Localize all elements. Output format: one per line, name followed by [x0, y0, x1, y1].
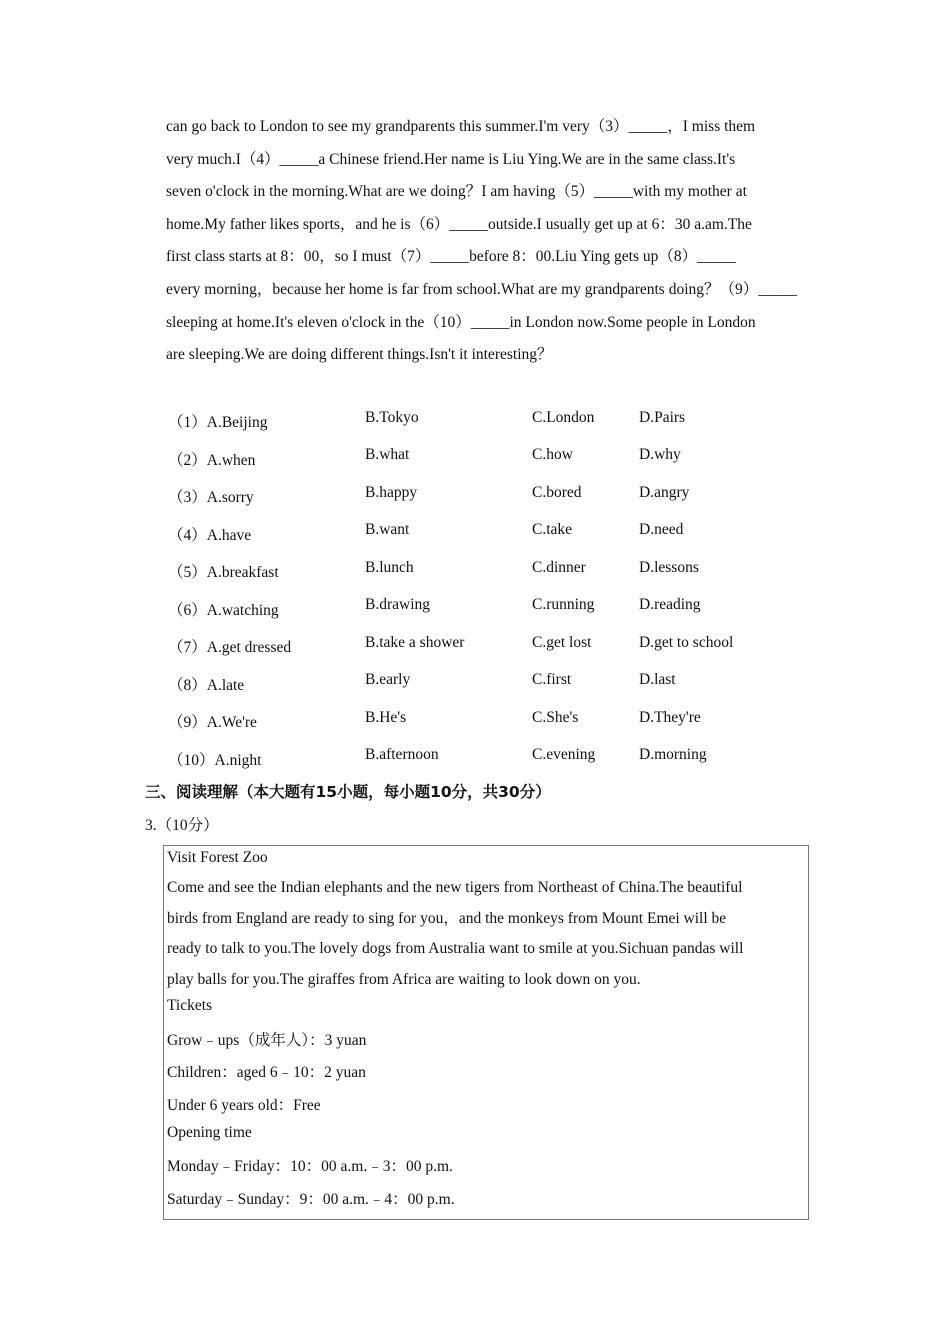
- option-c[interactable]: C.bored: [532, 484, 582, 501]
- option-c[interactable]: C.get lost: [532, 634, 592, 651]
- zoo-title: Visit Forest Zoo: [167, 849, 268, 866]
- option-c[interactable]: C.how: [532, 446, 573, 463]
- option-c[interactable]: C.dinner: [532, 559, 586, 576]
- option-c[interactable]: C.first: [532, 671, 572, 688]
- option-d[interactable]: D.need: [639, 521, 684, 538]
- option-a[interactable]: （5）A.breakfast: [168, 564, 279, 581]
- option-c[interactable]: C.take: [532, 521, 573, 538]
- option-b[interactable]: B.He's: [365, 709, 407, 726]
- passage-line: can go back to London to see my grandparents this summer.I'm very（3）_____，I miss them: [166, 118, 756, 135]
- ticket-line: Children：aged 6﹣10：2 yuan: [167, 1064, 366, 1081]
- zoo-ad-box: [163, 845, 809, 1220]
- option-a[interactable]: （1）A.Beijing: [168, 414, 268, 431]
- option-c[interactable]: C.London: [532, 409, 595, 426]
- option-a[interactable]: （3）A.sorry: [168, 489, 254, 506]
- option-a[interactable]: （7）A.get dressed: [168, 639, 292, 656]
- cloze-passage: [166, 111, 806, 372]
- option-d[interactable]: D.why: [639, 446, 681, 463]
- option-a[interactable]: （4）A.have: [168, 527, 252, 544]
- passage-line: are sleeping.We are doing different things.Isn't it interesting？: [166, 346, 553, 364]
- ticket-line: Under 6 years old：Free: [167, 1097, 321, 1114]
- opening-line: Saturday﹣Sunday：9：00 a.m.﹣4：00 p.m.: [167, 1191, 455, 1208]
- option-d[interactable]: D.lessons: [639, 559, 699, 576]
- option-a[interactable]: （6）A.watching: [168, 602, 279, 619]
- option-d[interactable]: D.They're: [639, 709, 701, 726]
- zoo-body-line: Come and see the Indian elephants and the new tigers from Northeast of China.The beautiful: [167, 879, 743, 896]
- passage-line: very much.I（4）_____a Chinese friend.Her name is Liu Ying.We are in the same class.It's: [166, 150, 736, 168]
- option-b[interactable]: B.what: [365, 446, 410, 463]
- passage-line: sleeping at home.It's eleven o'clock in the（10）_____in London now.Some people in London: [166, 313, 756, 331]
- option-c[interactable]: C.running: [532, 596, 595, 613]
- ticket-line: Grow﹣ups（成年人）：3 yuan: [167, 1032, 367, 1049]
- passage-line: every morning，because her home is far from school.What are my grandparents doing？（9）_____: [166, 280, 798, 298]
- option-d[interactable]: D.get to school: [639, 634, 734, 651]
- zoo-body-line: ready to talk to you.The lovely dogs from Australia want to smile at you.Sichuan pandas will: [167, 940, 744, 957]
- option-b[interactable]: B.Tokyo: [365, 409, 419, 426]
- option-b[interactable]: B.lunch: [365, 559, 414, 576]
- tickets-heading: Tickets: [167, 997, 213, 1014]
- option-d[interactable]: D.reading: [639, 596, 701, 613]
- option-c[interactable]: C.She's: [532, 709, 579, 726]
- option-a[interactable]: （2）A.when: [168, 452, 256, 469]
- zoo-description: [167, 873, 807, 995]
- passage-line: first class starts at 8：00，so I must（7）_____before 8：00.Liu Ying gets up（8）_____: [166, 248, 736, 266]
- option-b[interactable]: B.early: [365, 671, 411, 688]
- opening-heading: Opening time: [167, 1124, 252, 1141]
- passage-line: home.My father likes sports，and he is（6）_____outside.I usually get up at 6：30 a.am.The: [166, 215, 752, 233]
- option-a[interactable]: （10）A.night: [168, 752, 262, 769]
- option-a[interactable]: （8）A.late: [168, 677, 245, 694]
- option-d[interactable]: D.morning: [639, 746, 707, 763]
- option-b[interactable]: B.happy: [365, 484, 418, 501]
- question-number: 3.（10分）: [145, 817, 219, 834]
- zoo-body-line: birds from England are ready to sing for you，and the monkeys from Mount Emei will be: [167, 909, 727, 927]
- option-d[interactable]: D.angry: [639, 484, 690, 501]
- option-b[interactable]: B.want: [365, 521, 410, 538]
- option-d[interactable]: D.last: [639, 671, 676, 688]
- option-b[interactable]: B.drawing: [365, 596, 431, 613]
- option-c[interactable]: C.evening: [532, 746, 596, 763]
- option-d[interactable]: D.Pairs: [639, 409, 686, 426]
- section-title: 三、阅读理解（本大题有15小题，每小题10分，共30分）: [145, 783, 551, 801]
- option-b[interactable]: B.take a shower: [365, 634, 465, 651]
- opening-line: Monday﹣Friday：10：00 a.m.﹣3：00 p.m.: [167, 1158, 453, 1175]
- zoo-body-line: play balls for you.The giraffes from Africa are waiting to look down on you.: [167, 970, 641, 988]
- option-b[interactable]: B.afternoon: [365, 746, 439, 763]
- passage-line: seven o'clock in the morning.What are we doing？I am having（5）_____with my mother at: [166, 183, 747, 201]
- option-a[interactable]: （9）A.We're: [168, 714, 257, 731]
